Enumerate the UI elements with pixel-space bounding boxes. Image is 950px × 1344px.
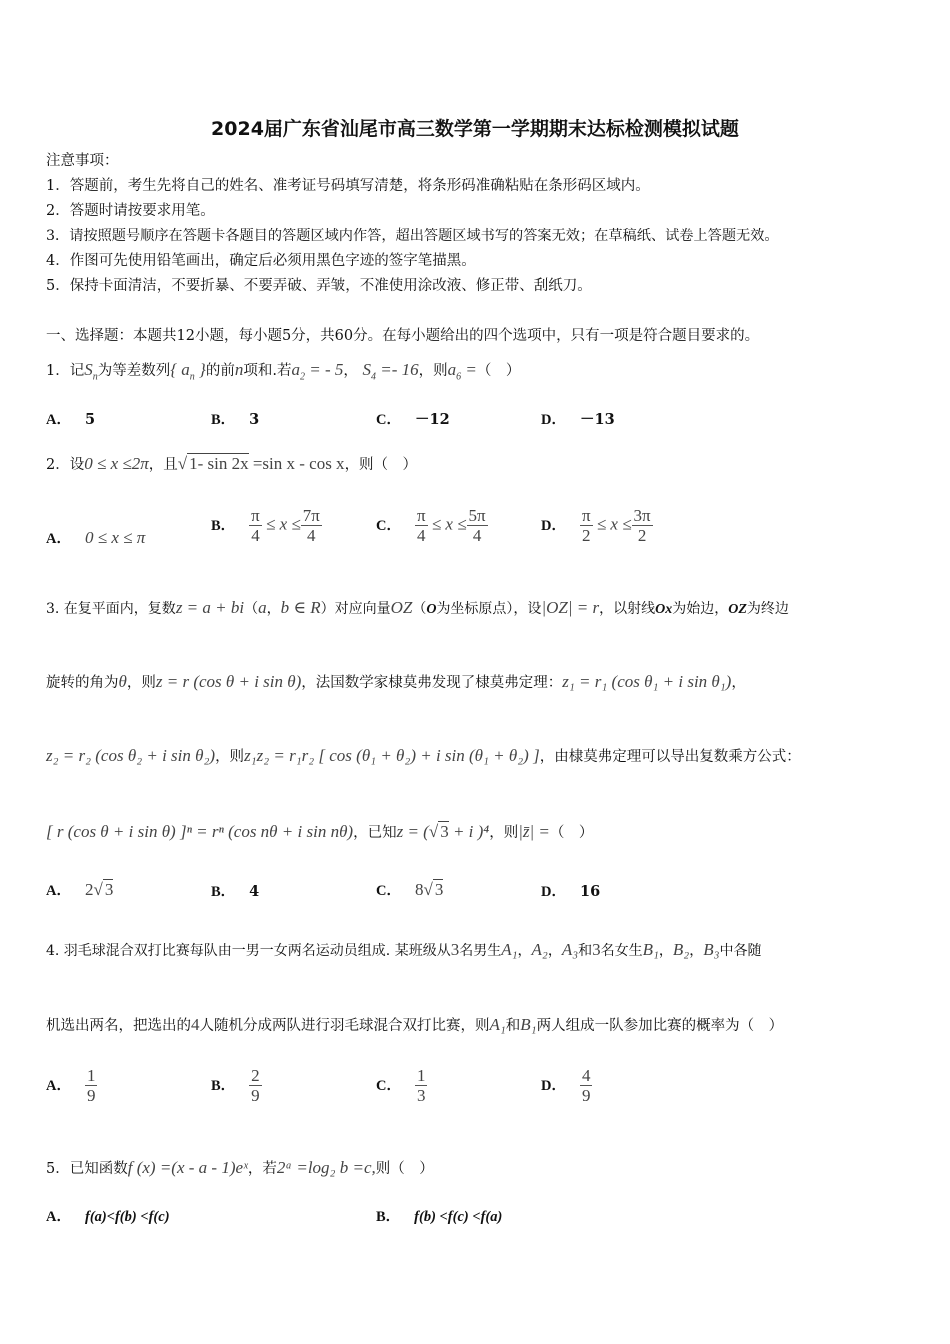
section-heading: 一、选择题：本题共12小题，每小题5分，共60分。在每小题给出的四个选项中，只有一项是符合题目要求的。 bbox=[46, 328, 760, 344]
question-4-line-1: 4. 羽毛球混合双打比赛每队由一男一女两名运动员组成. 某班级从3名男生A₁，A₂，A₃和3名女生B₁，B₂，B₃中各随 bbox=[46, 940, 762, 959]
option-b: B． f(b) <f(c) <f(a) bbox=[376, 1209, 503, 1225]
notice-item: 2．答题时请按要求用笔。 bbox=[46, 203, 215, 219]
option-c: C． 8√ 3 bbox=[376, 880, 444, 899]
question-2: 2．设0 ≤ x ≤2π，且√ 1- sin 2x =sin x - cos x，则（ ） bbox=[46, 454, 418, 473]
option-a: A． $\frac{1}{9}$ bbox=[46, 1066, 96, 1105]
notice-item: 5．保持卡面清洁，不要折暴、不要弄破、弄皱，不准使用涂改液、修正带、刮纸刀。 bbox=[46, 278, 592, 294]
notice-heading: 注意事项： bbox=[46, 153, 119, 169]
option-d: D． 16 bbox=[541, 883, 601, 900]
option-b: B． $\frac{2}{9}$ bbox=[211, 1066, 260, 1105]
option-a: A． f(a)<f(b) <f(c) bbox=[46, 1209, 170, 1225]
option-b: B． 4 bbox=[211, 883, 260, 900]
option-c: C． －12 bbox=[376, 411, 450, 428]
question-3-line-2: 旋转的角为θ，则z = r (cos θ + i sin θ)，法国数学家棣莫弗发现了棣莫弗定理：z₁ = r₁ (cos θ₁ + i sin θ₁)， bbox=[46, 672, 746, 691]
option-c: C． $\frac{\pi}{4}$ ≤ x ≤ $\frac{5\pi}{4}$ bbox=[376, 506, 486, 545]
page-title: 2024届广东省汕尾市高三数学第一学期期末达标检测模拟试题 bbox=[211, 118, 739, 140]
question-1: 1．记$S_n$为等差数列{ $a_n$ }的前n项和.若$a_2$ = - 5， $S_4 =- 16$，则$a_6$ =（ ） bbox=[46, 360, 521, 383]
option-c: C． $\frac{1}{3}$ bbox=[376, 1066, 426, 1105]
notice-item: 3．请按照题号顺序在答题卡各题目的答题区域内作答，超出答题区域书写的答案无效；在草稿纸、试卷上答题无效。 bbox=[46, 228, 779, 244]
option-d: D． －13 bbox=[541, 411, 615, 428]
question-3-line-1: 3. 在复平面内，复数z = a + bi（a，b ∈ R）对应向量OZ（O为坐标原点），设|OZ| = r，以射线Ox为始边，OZ为终边 bbox=[46, 598, 789, 617]
question-4-line-2: 机选出两名，把选出的4人随机分成两队进行羽毛球混合双打比赛，则A₁和B₁两人组成一队参加比赛的概率为（ ） bbox=[46, 1015, 784, 1034]
option-b: B． $\frac{\pi}{4}$ ≤ x ≤ $\frac{7\pi}{4}$ bbox=[211, 506, 320, 545]
notice-item: 1．答题前，考生先将自己的姓名、准考证号码填写清楚，将条形码准确粘贴在条形码区域内。 bbox=[46, 178, 650, 194]
question-3-line-3: z₂ = r₂ (cos θ₂ + i sin θ₂)，则z₁z₂ = r₁r₂ [ cos (θ₁ + θ₂) + i sin (θ₁ + θ₂) ]，由棣莫弗定理可以导出复数乘方公式： bbox=[46, 746, 801, 765]
question-3-line-4: [ r (cos θ + i sin θ) ]ⁿ = rⁿ (cos nθ + i sin nθ)，已知z = (√ 3 + i )⁴，则|z̄| =（ ） bbox=[46, 822, 594, 841]
question-5: 5．已知函数f (x) =(x - a - 1)eˣ，若2ᵃ =log₂ b =c,则（ ） bbox=[46, 1158, 434, 1177]
option-d: D． $\frac{4}{9}$ bbox=[541, 1066, 591, 1105]
option-a: A． 2√ 3 bbox=[46, 880, 114, 899]
option-d: D． $\frac{\pi}{2}$ ≤ x ≤ $\frac{3\pi}{2}$ bbox=[541, 506, 651, 545]
option-a: A． 5 bbox=[46, 411, 96, 428]
option-b: B． 3 bbox=[211, 411, 260, 428]
option-a: A． 0 ≤ x ≤ π bbox=[46, 528, 146, 547]
notice-item: 4．作图可先使用铅笔画出，确定后必须用黑色字迹的签字笔描黑。 bbox=[46, 253, 476, 269]
